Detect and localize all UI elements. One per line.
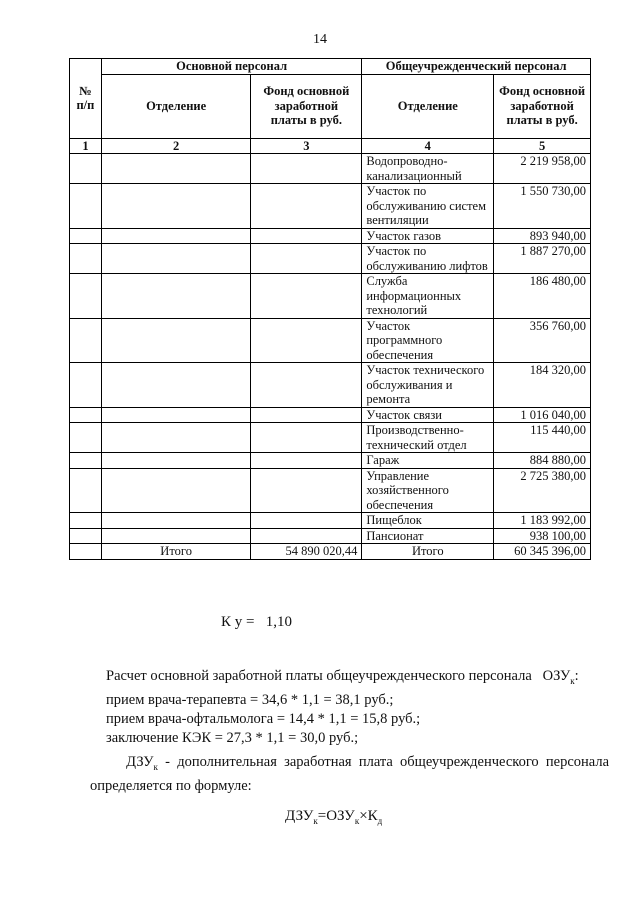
main-fund-cell [251, 453, 362, 469]
table-row [70, 453, 591, 469]
main-dept-cell [101, 407, 250, 423]
general-fund-cell: 1 016 040,00 [494, 407, 591, 423]
row-number-cell [70, 244, 102, 274]
dzu-abbr: ДЗУ [126, 754, 154, 770]
ky-label: К у = [221, 614, 255, 630]
main-dept-cell [101, 274, 250, 319]
general-fund-cell: 356 760,00 [494, 318, 591, 363]
calc-line: прием врача-терапевта = 34,6 * 1,1 = 38,1 руб.; [106, 691, 394, 708]
main-fund-cell [251, 318, 362, 363]
ozu-subscript: к [570, 675, 575, 686]
general-dept-cell: Участок технического обслуживания и ремонта [362, 363, 494, 408]
main-dept-cell [101, 184, 250, 229]
general-fund-cell: 2 219 958,00 [494, 154, 591, 184]
calc-intro: Расчет основной заработной платы общеучрежденческого персонала [106, 668, 532, 684]
row-number-cell [70, 407, 102, 423]
formula-lhs: ДЗУ [285, 808, 314, 824]
row-number-cell [70, 513, 102, 529]
main-dept-cell [101, 244, 250, 274]
table-row [70, 184, 591, 229]
calc-line: прием врача-офтальмолога = 14,4 * 1,1 = 15,8 руб.; [106, 710, 421, 727]
ozu-calculation [106, 667, 579, 748]
ky-coefficient [221, 614, 292, 631]
dzu-text: - дополнительная заработная плата общеучрежденческого персонала определяется по формуле: [90, 754, 610, 794]
main-dept-cell [101, 453, 250, 469]
general-dept-cell: Участок газов [362, 228, 494, 244]
general-fund-cell: 938 100,00 [494, 528, 591, 544]
main-fund-cell [251, 274, 362, 319]
table-row [70, 274, 591, 319]
table-row [70, 154, 591, 184]
table-row [70, 468, 591, 513]
row-number-cell [70, 453, 102, 469]
calc-colon: : [574, 668, 579, 684]
table-row [70, 528, 591, 544]
general-fund-cell: 184 320,00 [494, 363, 591, 408]
general-fund-cell: 115 440,00 [494, 423, 591, 453]
total-label-general: Итого [362, 544, 494, 560]
row-number-cell [70, 228, 102, 244]
main-fund-cell [251, 468, 362, 513]
general-dept-cell: Гараж [362, 453, 494, 469]
page-number: 14 [313, 32, 327, 47]
row-number-cell [70, 528, 102, 544]
row-number-cell [70, 274, 102, 319]
main-fund-cell [251, 154, 362, 184]
formula-rhs-sub: д [377, 816, 383, 826]
general-dept-cell: Водопроводно-канализационный [362, 154, 494, 184]
row-number-cell [70, 423, 102, 453]
main-fund-cell [251, 407, 362, 423]
dzu-definition [90, 753, 609, 796]
main-fund-cell [251, 184, 362, 229]
main-fund-cell [251, 363, 362, 408]
fund-header-main: Фонд основной заработной платы в руб. [251, 74, 362, 138]
ky-value: 1,10 [265, 614, 292, 630]
formula-eq: =ОЗУ [317, 808, 355, 824]
row-number-cell [70, 184, 102, 229]
general-fund-cell: 1 887 270,00 [494, 244, 591, 274]
main-staff-header: Основной персонал [101, 59, 361, 75]
formula-mid-sub: к [354, 816, 360, 826]
total-fund-main: 54 890 020,44 [251, 544, 362, 560]
total-row [70, 544, 591, 560]
main-dept-cell [101, 513, 250, 529]
main-dept-cell [101, 528, 250, 544]
main-fund-cell [251, 528, 362, 544]
formula-lhs-sub: к [313, 816, 318, 826]
index-cell: 1 [70, 138, 102, 154]
general-fund-cell: 186 480,00 [494, 274, 591, 319]
general-fund-cell: 1 183 992,00 [494, 513, 591, 529]
index-cell: 4 [362, 138, 494, 154]
main-dept-cell [101, 228, 250, 244]
general-fund-cell: 2 725 380,00 [494, 468, 591, 513]
formula-times: ×К [359, 808, 378, 824]
index-row [70, 138, 591, 154]
general-fund-cell: 884 880,00 [494, 453, 591, 469]
main-fund-cell [251, 244, 362, 274]
index-cell: 2 [101, 138, 250, 154]
main-fund-cell [251, 513, 362, 529]
table-row [70, 407, 591, 423]
main-fund-cell [251, 423, 362, 453]
general-dept-cell: Пищеблок [362, 513, 494, 529]
table-row [70, 318, 591, 363]
general-dept-cell: Служба информационных технологий [362, 274, 494, 319]
main-dept-cell [101, 468, 250, 513]
general-dept-cell: Участок по обслуживанию систем вентиляции [362, 184, 494, 229]
general-dept-cell: Пансионат [362, 528, 494, 544]
table-row [70, 513, 591, 529]
general-staff-header: Общеучрежденческий персонал [362, 59, 591, 75]
general-dept-cell: Участок по обслуживанию лифтов [362, 244, 494, 274]
ozu-abbr: ОЗУ [542, 668, 571, 684]
table-row [70, 363, 591, 408]
general-dept-cell: Участок связи [362, 407, 494, 423]
col-number-header: № п/п [70, 59, 102, 139]
general-fund-cell: 1 550 730,00 [494, 184, 591, 229]
dzu-formula [285, 808, 382, 826]
fund-header-general: Фонд основной заработной платы в руб. [494, 74, 591, 138]
table-row [70, 228, 591, 244]
general-fund-cell: 893 940,00 [494, 228, 591, 244]
total-fund-general: 60 345 396,00 [494, 544, 591, 560]
dept-header-general: Отделение [362, 74, 494, 138]
row-number-cell [70, 318, 102, 363]
main-dept-cell [101, 154, 250, 184]
total-label-main: Итого [101, 544, 250, 560]
row-number-cell [70, 154, 102, 184]
table-row [70, 244, 591, 274]
main-dept-cell [101, 423, 250, 453]
main-fund-cell [251, 228, 362, 244]
main-dept-cell [101, 318, 250, 363]
general-dept-cell: Производственно-технический отдел [362, 423, 494, 453]
main-dept-cell [101, 363, 250, 408]
table-row [70, 423, 591, 453]
dzu-subscript: к [153, 761, 158, 772]
row-number-cell [70, 363, 102, 408]
dept-header-main: Отделение [101, 74, 250, 138]
calc-line: заключение КЭК = 27,3 * 1,1 = 30,0 руб.; [106, 729, 359, 746]
index-cell: 5 [494, 138, 591, 154]
calc-intro-line [106, 667, 579, 691]
index-cell: 3 [251, 138, 362, 154]
salary-fund-table [69, 58, 591, 560]
row-number-cell [70, 468, 102, 513]
general-dept-cell: Управление хозяйственного обеспечения [362, 468, 494, 513]
general-dept-cell: Участок программного обеспечения [362, 318, 494, 363]
